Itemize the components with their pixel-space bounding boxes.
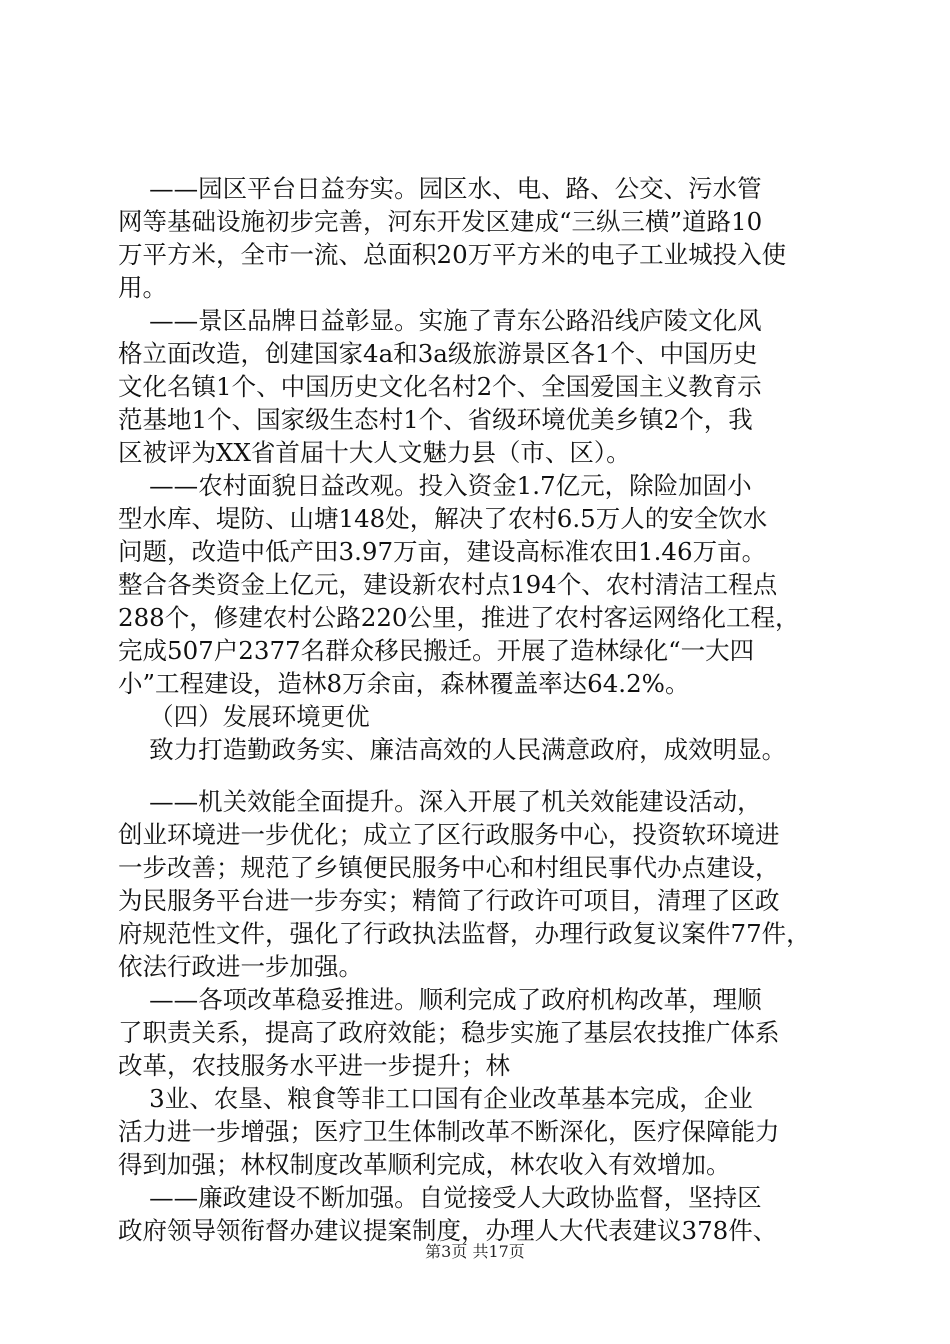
text-line: 格立面改造，创建国家4a和3a级旅游景区各1个、中国历史 (118, 339, 758, 368)
text-line: 了职责关系，提高了政府效能；稳步实施了基层农技推广体系 (118, 1018, 780, 1047)
text-line: 得到加强；林权制度改革顺利完成，林农收入有效增加。 (118, 1150, 731, 1179)
text-line: 致力打造勤政务实、廉洁高效的人民满意政府，成效明显。 (118, 735, 787, 764)
text-line: 改革，农技服务水平进一步提升；林 (118, 1051, 510, 1080)
text-line: 创业环境进一步优化；成立了区行政服务中心，投资软环境进 (118, 820, 780, 849)
text-line: 范基地1个、国家级生态村1个、省级环境优美乡镇2个，我 (118, 405, 753, 434)
text-line: 区被评为XX省首届十大人文魅力县（市、区）。 (118, 438, 631, 467)
text-line: 为民服务平台进一步夯实；精简了行政许可项目，清理了区政 (118, 886, 780, 915)
text-line: 整合各类资金上亿元，建设新农村点194个、农村清洁工程点 (118, 570, 778, 599)
text-line: 活力进一步增强；医疗卫生体制改革不断深化，医疗保障能力 (118, 1117, 780, 1146)
text-line: 288个，修建农村公路220公里，推进了农村客运网络化工程， (118, 603, 800, 632)
text-line: 用。 (118, 273, 167, 302)
text-line: 万平方米，全市一流、总面积20万平方米的电子工业城投入使 (118, 240, 787, 269)
text-line: 依法行政进一步加强。 (118, 952, 363, 981)
text-line: 3业、农垦、粮食等非工口国有企业改革基本完成，企业 (118, 1084, 753, 1113)
text-line: ——园区平台日益夯实。园区水、电、路、公交、污水管 (118, 174, 762, 203)
text-line: （四）发展环境更优 (118, 702, 370, 731)
text-line: 型水库、堤防、山塘148处，解决了农村6.5万人的安全饮水 (118, 504, 768, 533)
text-line: 小”工程建设，造林8万余亩，森林覆盖率达64.2%。 (118, 669, 690, 698)
page-footer: 第3页 共17页 (425, 1242, 525, 1261)
text-line: 网等基础设施初步完善，河东开发区建成“三纵三横”道路10 (118, 207, 763, 236)
text-line: 一步改善；规范了乡镇便民服务中心和村组民事代办点建设， (118, 853, 780, 882)
text-line: ——廉政建设不断加强。自觉接受人大政协监督，坚持区 (118, 1183, 762, 1212)
text-line: ——景区品牌日益彰显。实施了青东公路沿线庐陵文化风 (118, 306, 762, 335)
text-line: 问题，改造中低产田3.97万亩，建设高标准农田1.46万亩。 (118, 537, 767, 566)
text-line: ——农村面貌日益改观。投入资金1.7亿元，除险加固小 (118, 471, 752, 500)
text-line: ——各项改革稳妥推进。顺利完成了政府机构改革，理顺 (118, 985, 762, 1014)
text-line: 府规范性文件，强化了行政执法监督，办理行政复议案件77件， (118, 919, 811, 948)
text-line: ——机关效能全面提升。深入开展了机关效能建设活动， (118, 787, 762, 816)
text-line: 完成507户2377名群众移民搬迁。开展了造林绿化“一大四 (118, 636, 755, 665)
text-line: 政府领导领衔督办建议提案制度，办理人大代表建议378件、 (118, 1216, 778, 1245)
text-line: 文化名镇1个、中国历史文化名村2个、全国爱国主义教育示 (118, 372, 762, 401)
